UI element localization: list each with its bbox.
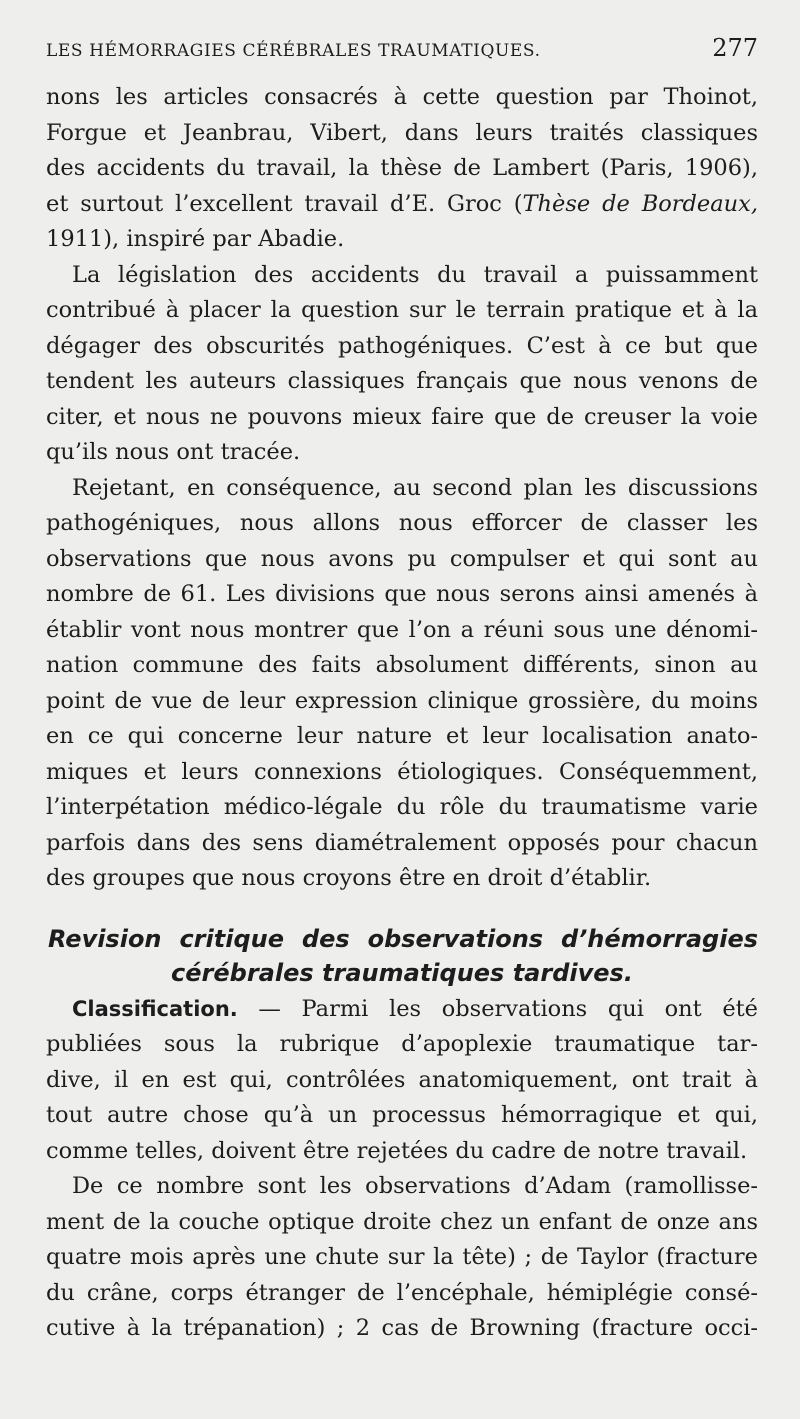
text-line: miques et leurs connexions étiologiques. Conséquemment, bbox=[46, 758, 758, 785]
text-line: publiées sous la rubrique d’apoplexie traumatique tar- bbox=[46, 1031, 758, 1057]
text-line: nation commune des faits absolument différents, sinon au bbox=[46, 652, 758, 678]
text-line: observations que nous avons pu compulser et qui sont au bbox=[46, 545, 758, 572]
text-line: nombre de 61. Les divisions que nous serons ainsi amenés à bbox=[46, 581, 758, 607]
text-line bbox=[46, 187, 758, 223]
running-head bbox=[46, 34, 758, 62]
heading-line: Revision critique des observations d’hémorragies bbox=[48, 924, 758, 953]
text-line: cutive à la trépanation) ; 2 cas de Browning (fracture occi- bbox=[46, 1315, 758, 1341]
text-line: des accidents du travail, la thèse de Lambert (Paris, 1906), bbox=[46, 155, 758, 181]
italic-citation: Thèse de Bordeaux, bbox=[522, 190, 758, 217]
paragraph-2 bbox=[46, 258, 758, 471]
text-line: Rejetant, en conséquence, au second plan les discussions bbox=[72, 474, 758, 501]
text-fragment: — Parmi les observations qui ont été bbox=[237, 995, 758, 1022]
text-line: tout autre chose qu’à un processus hémorragique et qui, bbox=[46, 1102, 758, 1128]
text-line bbox=[46, 992, 758, 1028]
text-line: point de vue de leur expression clinique grossière, du moins bbox=[46, 687, 758, 714]
text-line: quatre mois après une chute sur la tête) ; de Taylor (fracture bbox=[46, 1244, 758, 1270]
text-line: établir vont nous montrer que l’on a réuni sous une dénomi- bbox=[46, 616, 758, 643]
text-line: dégager des obscurités pathogéniques. C’est à ce but que bbox=[46, 332, 758, 359]
text-line: ment de la couche optique droite chez un enfant de onze ans bbox=[46, 1208, 758, 1235]
text-line: comme telles, doivent être rejetées du cadre de notre travail. bbox=[46, 1137, 748, 1164]
paragraph-5 bbox=[46, 1169, 758, 1347]
text-line: Forgue et Jeanbrau, Vibert, dans leurs traités classiques bbox=[46, 119, 758, 146]
text-line: tendent les auteurs classiques français que nous venons de bbox=[46, 368, 758, 394]
text-fragment: et surtout l’excellent travail d’E. Groc ( bbox=[46, 190, 523, 217]
text-line: pathogéniques, nous allons nous efforcer de classer les bbox=[46, 510, 758, 536]
text-line: dive, il en est qui, contrôlées anatomiquement, ont trait à bbox=[46, 1066, 758, 1093]
page-number: 277 bbox=[712, 34, 758, 62]
text-line: 1911), inspiré par Abadie. bbox=[46, 226, 345, 252]
text-line: des groupes que nous croyons être en droit d’établir. bbox=[46, 865, 652, 891]
text-line: contribué à placer la question sur le terrain pratique et à la bbox=[46, 297, 758, 323]
paragraph-4 bbox=[46, 992, 758, 1170]
section-heading bbox=[46, 922, 758, 990]
text-line: De ce nombre sont les observations d’Adam (ramollisse- bbox=[72, 1173, 758, 1199]
text-line: La législation des accidents du travail a puissamment bbox=[72, 261, 758, 288]
running-head-title: LES HÉMORRAGIES CÉRÉBRALES TRAUMATIQUES. bbox=[46, 41, 541, 61]
run-in-heading: Classification. bbox=[72, 996, 238, 1021]
text-line: du crâne, corps étranger de l’encéphale, hémiplégie consé- bbox=[46, 1279, 758, 1306]
heading-line: cérébrales traumatiques tardives. bbox=[171, 958, 633, 987]
text-line: nons les articles consacrés à cette question par Thoinot, bbox=[46, 84, 758, 110]
paragraph-1 bbox=[46, 80, 758, 258]
text-line: en ce qui concerne leur nature et leur localisation anato- bbox=[46, 723, 758, 749]
text-line: parfois dans des sens diamétralement opposés pour chacun bbox=[46, 829, 758, 856]
page-body bbox=[46, 80, 758, 1347]
text-line: citer, et nous ne pouvons mieux faire que de creuser la voie bbox=[46, 403, 758, 430]
text-line: qu’ils nous ont tracée. bbox=[46, 439, 301, 465]
paragraph-3 bbox=[46, 471, 758, 897]
text-line: l’interpétation médico-légale du rôle du traumatisme varie bbox=[46, 794, 758, 820]
